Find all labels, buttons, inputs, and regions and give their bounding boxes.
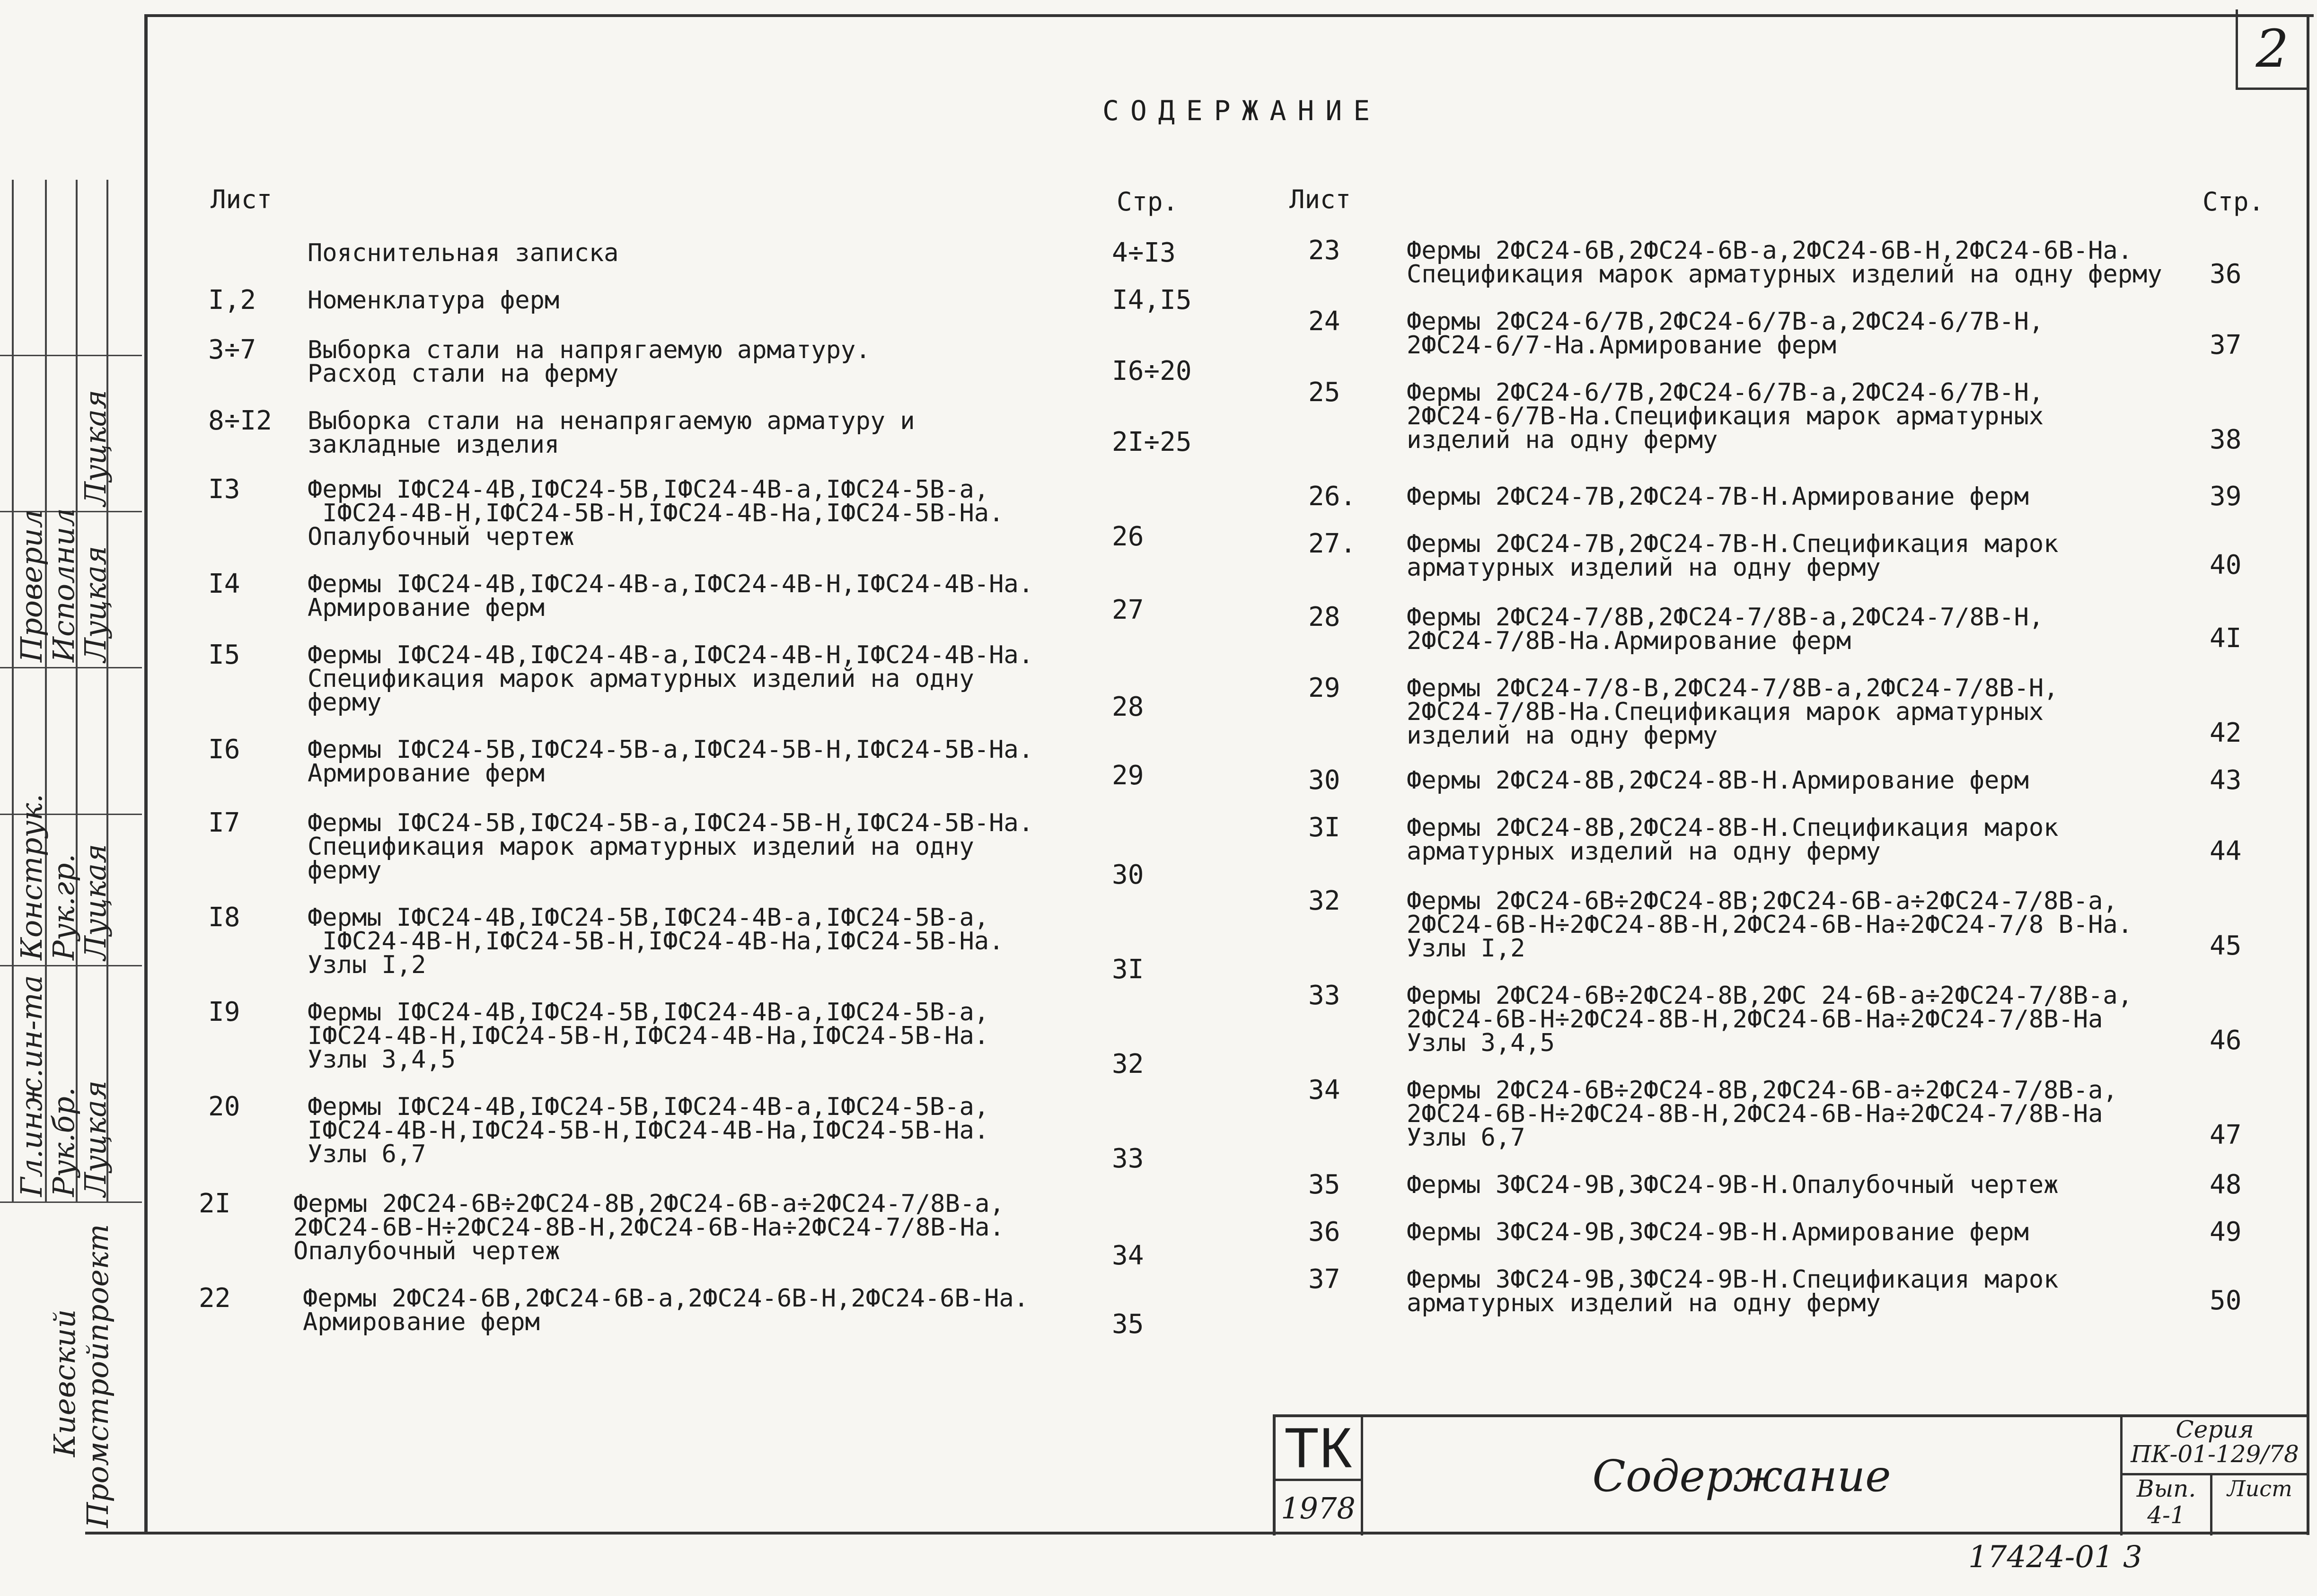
entry-sheet: 27. xyxy=(1308,528,1357,559)
entry-sheet: 37 xyxy=(1308,1264,1340,1295)
stamp-signature: Луцкая xyxy=(78,545,113,662)
year-cell: 1978 xyxy=(1276,1481,1363,1535)
document-title: СОДЕРЖАНИЕ xyxy=(1102,95,1382,127)
entry-title: Фермы 2ФС24-6В,2ФС24-6В-а,2ФС24-6В-Н,2ФС24-6В-На. Армирование ферм xyxy=(303,1284,1029,1336)
stamp-column-line xyxy=(106,180,108,1201)
entry-sheet: 20 xyxy=(208,1091,240,1122)
entry-title: Выборка стали на ненапрягаемую арматуру и закладные изделия xyxy=(308,407,915,459)
stamp-cell-position: Гл.инж.ин-та xyxy=(14,975,49,1197)
right-page-header: Стр. xyxy=(2202,187,2264,217)
issue-value: 4-1 xyxy=(2147,1501,2185,1529)
frame-right-line xyxy=(2307,14,2309,1535)
entry-page: 4I xyxy=(2210,623,2242,654)
code-cell: ТК xyxy=(1276,1417,1363,1481)
frame-top-line xyxy=(147,14,2314,17)
left-sheet-header: Лист xyxy=(211,184,273,214)
entry-page: 40 xyxy=(2210,550,2242,580)
entry-title: Фермы IФС24-4В,IФС24-4В-а,IФС24-4В-Н,IФС24-4В-На. Армирование ферм xyxy=(308,570,1034,622)
approval-stamp xyxy=(0,180,142,1201)
entry-title: Фермы IФС24-4В,IФС24-5В,IФС24-4В-а,IФС24-5В-а, IФС24-4В-Н,IФС24-5В-Н,IФС24-4В-На,IФС24-5В-На. Опалубочный чертеж xyxy=(308,475,1004,551)
entry-sheet: 3÷7 xyxy=(208,334,256,365)
entry-title: Пояснительная записка xyxy=(308,239,619,267)
stamp-row-line xyxy=(0,667,142,668)
stamp-row-line xyxy=(0,1201,142,1203)
entry-title: Фермы IФС24-4В,IФС24-5В,IФС24-4В-а,IФС24-5В-а, IФС24-4В-Н,IФС24-5В-Н,IФС24-4В-На,IФС24-5В-На. Узлы 6,7 xyxy=(308,1093,989,1168)
entry-page: 39 xyxy=(2210,481,2242,512)
entry-page: 4÷I3 xyxy=(1112,237,1176,268)
stamp-row-line xyxy=(0,965,142,966)
stamp-signature: Луцкая xyxy=(78,843,113,960)
entry-title: Фермы 2ФС24-6В÷2ФС24-8В,2ФС24-6В-а÷2ФС24-7/8В-а, 2ФС24-6В-Н÷2ФС24-8В-Н,2ФС24-6В-На÷2ФС24-7/8В-На. Опалубочный чертеж xyxy=(293,1190,1004,1265)
entry-sheet: 22 xyxy=(199,1283,231,1314)
stamp-column-line xyxy=(12,180,14,1201)
stamp-cell-position: Конструк. xyxy=(14,793,49,960)
entry-title: Фермы 2ФС24-6/7В,2ФС24-6/7В-а,2ФС24-6/7В-Н, 2ФС24-6/7-На.Армирование ферм xyxy=(1407,307,2044,360)
archive-number: 17424-01 3 xyxy=(1968,1540,2142,1575)
entry-sheet: 28 xyxy=(1308,602,1340,632)
stamp-column-line xyxy=(76,180,78,1201)
entry-sheet: I3 xyxy=(208,474,240,505)
entry-page: 35 xyxy=(1112,1309,1144,1340)
entry-sheet: 33 xyxy=(1308,980,1340,1011)
entry-sheet: 3I xyxy=(1308,812,1340,843)
entry-page: 50 xyxy=(2210,1285,2242,1316)
entry-page: 27 xyxy=(1112,595,1144,625)
entry-title: Фермы 2ФС24-6В÷2ФС24-8В,2ФС 24-6В-а÷2ФС24-7/8В-а, 2ФС24-6В-Н÷2ФС24-8В-Н,2ФС24-6В-На÷2ФС24-7/8В-На Узлы 3,4,5 xyxy=(1407,982,2133,1057)
entry-sheet: I6 xyxy=(208,734,240,765)
left-page-header: Стр. xyxy=(1117,187,1179,217)
entry-title: Фермы 2ФС24-6В÷2ФС24-8В,2ФС24-6В-а÷2ФС24-7/8В-а, 2ФС24-6В-Н÷2ФС24-8В-Н,2ФС24-6В-На÷2ФС24-7/8В-На Узлы 6,7 xyxy=(1407,1076,2118,1152)
stamp-cell-position: Рук.бр. xyxy=(46,1087,81,1197)
right-sheet-header: Лист xyxy=(1289,184,1351,214)
entry-sheet: 29 xyxy=(1308,673,1340,703)
document-name: Содержание xyxy=(1363,1417,2123,1535)
entry-page: I6÷20 xyxy=(1112,356,1192,386)
entry-title: Фермы IФС24-4В,IФС24-4В-а,IФС24-4В-Н,IФС24-4В-На. Спецификация марок арматурных изделий на одну ферму xyxy=(308,641,1034,717)
series-label: Серия xyxy=(2176,1416,2254,1443)
stamp-cell-position: Рук.гр. xyxy=(46,853,81,960)
entry-title: Фермы 2ФС24-6В÷2ФС24-8В;2ФС24-6В-а÷2ФС24-7/8В-а, 2ФС24-6В-Н÷2ФС24-8В-Н,2ФС24-6В-На÷2ФС24-7/8 В-На. Узлы I,2 xyxy=(1407,887,2133,963)
stamp-signature: Луцкая xyxy=(78,1080,113,1197)
entry-title: Фермы 2ФС24-7/8-В,2ФС24-7/8В-а,2ФС24-7/8В-Н, 2ФС24-7/8В-На.Спецификация марок арматурных изделий на одну ферму xyxy=(1407,674,2059,750)
entry-title: Фермы IФС24-5В,IФС24-5В-а,IФС24-5В-Н,IФС24-5В-На. Спецификация марок арматурных изделий на одну ферму xyxy=(308,809,1034,885)
entry-sheet: 24 xyxy=(1308,306,1340,337)
entry-page: 33 xyxy=(1112,1143,1144,1174)
organization-name: Промстройпроект xyxy=(80,1224,115,1528)
entry-page: 49 xyxy=(2210,1217,2242,1247)
entry-sheet: 2I xyxy=(199,1188,231,1219)
entry-sheet: 23 xyxy=(1308,235,1340,266)
series-cell xyxy=(2123,1417,2307,1475)
entry-title: Фермы 3ФС24-9В,3ФС24-9В-Н.Армирование ферм xyxy=(1407,1218,2029,1246)
entry-sheet: I8 xyxy=(208,902,240,933)
entry-page: 26 xyxy=(1112,521,1144,552)
organization-name: Киевский xyxy=(47,1309,82,1457)
entry-sheet: I5 xyxy=(208,640,240,670)
entry-title: Фермы 3ФС24-9В,3ФС24-9В-Н.Опалубочный чертеж xyxy=(1407,1171,2059,1199)
stamp-cell-position: Проверил xyxy=(14,509,49,662)
entry-page: 34 xyxy=(1112,1240,1144,1271)
entry-sheet: 25 xyxy=(1308,377,1340,408)
entry-title: Фермы 2ФС24-8В,2ФС24-8В-Н.Спецификация марок арматурных изделий на одну ферму xyxy=(1407,814,2059,866)
entry-title: Фермы IФС24-4В,IФС24-5В,IФС24-4В-а,IФС24-5В-а, IФС24-4В-Н,IФС24-5В-Н,IФС24-4В-На,IФС24-5В-На. Узлы 3,4,5 xyxy=(308,998,989,1074)
entry-title: Фермы 3ФС24-9В,3ФС24-9В-Н.Спецификация марок арматурных изделий на одну ферму xyxy=(1407,1265,2059,1317)
entry-title: Фермы 2ФС24-6В,2ФС24-6В-а,2ФС24-6В-Н,2ФС24-6В-На. Спецификация марок арматурных изделий на одну ферму xyxy=(1407,237,2162,289)
sheet-label: Лист xyxy=(2227,1476,2292,1501)
stamp-signature: Луцкая xyxy=(78,389,113,506)
entry-page: 2I÷25 xyxy=(1112,427,1192,457)
entry-page: 45 xyxy=(2210,930,2242,961)
entry-title: Фермы 2ФС24-6/7В,2ФС24-6/7В-а,2ФС24-6/7В-Н, 2ФС24-6/7В-На.Спецификация марок арматурных изделий на одну ферму xyxy=(1407,378,2044,454)
entry-title: Фермы 2ФС24-7В,2ФС24-7В-Н.Спецификация марок арматурных изделий на одну ферму xyxy=(1407,530,2059,582)
entry-page: 38 xyxy=(2210,424,2242,455)
entry-page: 48 xyxy=(2210,1169,2242,1200)
entry-page: 42 xyxy=(2210,718,2242,748)
entry-title: Фермы 2ФС24-7В,2ФС24-7В-Н.Армирование ферм xyxy=(1407,482,2029,511)
sheet-number: 2 xyxy=(2236,9,2307,90)
entry-page: 32 xyxy=(1112,1049,1144,1079)
sheet-label-cell xyxy=(2212,1475,2307,1535)
stamp-cell-position: Исполнил xyxy=(46,508,81,662)
entry-page: 36 xyxy=(2210,259,2242,289)
entry-page: 44 xyxy=(2210,836,2242,867)
series-value: ПК-01-129/78 xyxy=(2131,1440,2299,1468)
issue-label: Вып. xyxy=(2136,1475,2196,1502)
entry-page: 28 xyxy=(1112,692,1144,722)
entry-title: Фермы IФС24-4В,IФС24-5В,IФС24-4В-а,IФС24-5В-а, IФС24-4В-Н,IФС24-5В-Н,IФС24-4В-На,IФС24-5В-На. Узлы I,2 xyxy=(308,903,1004,979)
entry-sheet: 30 xyxy=(1308,765,1340,796)
entry-page: 46 xyxy=(2210,1025,2242,1056)
entry-sheet: I4 xyxy=(208,569,240,599)
entry-sheet: I7 xyxy=(208,807,240,838)
entry-title: Выборка стали на напрягаемую арматуру. Расход стали на ферму xyxy=(308,336,871,388)
entry-page: 37 xyxy=(2210,330,2242,360)
entry-sheet: 32 xyxy=(1308,886,1340,916)
entry-page: 30 xyxy=(1112,859,1144,890)
stamp-row-line xyxy=(0,355,142,356)
title-block xyxy=(1273,1414,2307,1535)
entry-page: 29 xyxy=(1112,760,1144,791)
entry-sheet: I9 xyxy=(208,997,240,1027)
entry-sheet: 26. xyxy=(1308,481,1357,512)
frame-left-line xyxy=(144,14,148,1533)
entry-sheet: 34 xyxy=(1308,1075,1340,1105)
entry-page: 47 xyxy=(2210,1120,2242,1150)
entry-page: 3I xyxy=(1112,954,1144,985)
entry-title: Фермы IФС24-5В,IФС24-5В-а,IФС24-5В-Н,IФС24-5В-На. Армирование ферм xyxy=(308,736,1034,788)
entry-sheet: 35 xyxy=(1308,1169,1340,1200)
entry-sheet: 36 xyxy=(1308,1217,1340,1247)
entry-title: Фермы 2ФС24-8В,2ФС24-8В-Н.Армирование ферм xyxy=(1407,766,2029,795)
issue-cell xyxy=(2123,1475,2212,1535)
entry-page: I4,I5 xyxy=(1112,285,1192,316)
entry-sheet: I,2 xyxy=(208,285,256,316)
entry-title: Номенклатура ферм xyxy=(308,286,560,315)
entry-title: Фермы 2ФС24-7/8В,2ФС24-7/8В-а,2ФС24-7/8В-Н, 2ФС24-7/8В-На.Армирование ферм xyxy=(1407,603,2044,655)
entry-page: 43 xyxy=(2210,765,2242,796)
entry-sheet: 8÷I2 xyxy=(208,405,272,436)
